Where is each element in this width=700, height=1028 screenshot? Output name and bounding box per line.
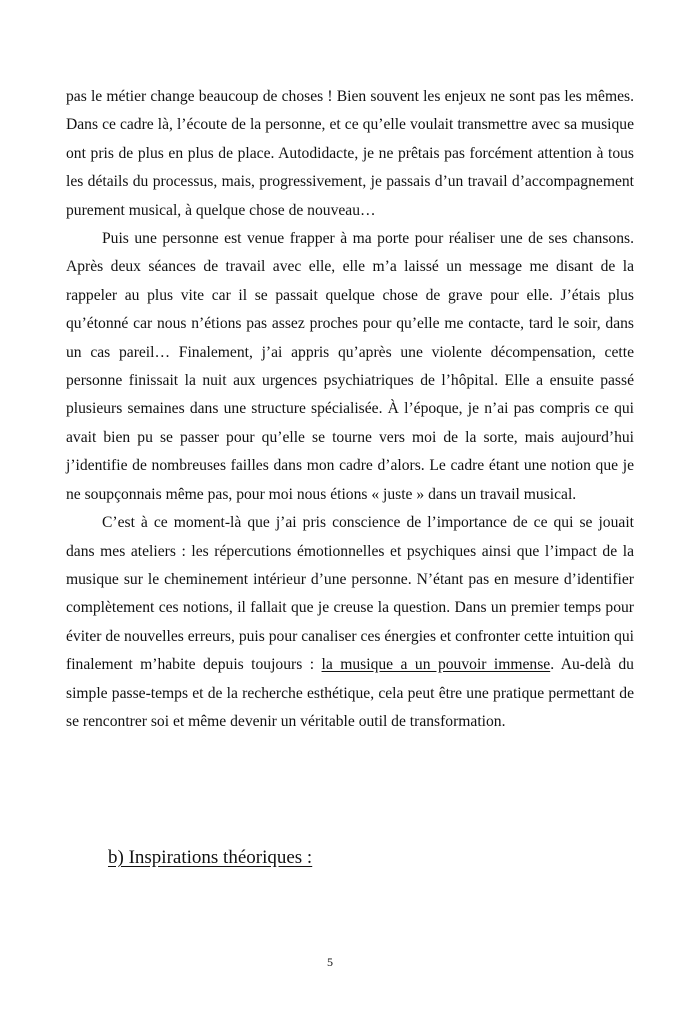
page-number: 5	[327, 955, 333, 969]
paragraph-2-text: Puis une personne est venue frapper à ma porte pour réaliser une de ses chansons. Après deux séances de travail avec elle, elle m’a laissé un message me disant de la rappeler au plus vite car il se passait quelque chose de grave pour elle. J’étais plus qu’étonné car nous n’étions pas assez proches pour qu’elle me contacte, tard le soir, dans un cas pareil… Finalement, j’ai appris qu’après une violente décompensation, cette personne finissait la nuit aux urgences psychiatriques de l’hôpital. Elle a ensuite passé plusieurs semaines dans une structure spécialisée. À l’époque, je n’ai pas compris ce qui avait bien pu se passer pour qu’elle se tourne vers moi de la sorte, mais aujourd’hui j’identifie de nombreuses failles dans mon cadre d’alors. Le cadre étant une notion que je ne soupçonnais même pas, pour moi nous étions « juste » dans un travail musical.	[66, 230, 634, 503]
body-text	[66, 83, 634, 736]
paragraph-3-text-start: C’est à ce moment-là que j’ai pris conscience de l’importance de ce qui se jouait dans mes ateliers : les répercutions émotionnelles et psychiques ainsi que l’impact de la musique sur le cheminement intérieur d’une personne. N’étant pas en mesure d’identifier complètement ces notions, il fallait que je creuse la question. Dans un premier temps pour éviter de nouvelles erreurs, puis pour canaliser ces énergies et confronter cette intuition qui finalement m’habite depuis toujours :	[66, 514, 634, 674]
paragraph-3-text-end: . Au-delà du simple passe-temps et de la recherche esthétique, cela peut être une pratique permettant de se rencontrer soi et même devenir un véritable outil de transformation.	[66, 656, 634, 730]
paragraph-2	[66, 225, 634, 509]
paragraph-1-text: pas le métier change beaucoup de choses ! Bien souvent les enjeux ne sont pas les mêmes. Dans ce cadre là, l’écoute de la personne, et ce qu’elle voulait transmettre avec sa musique ont pris de plus en plus de place. Autodidacte, je ne prêtais pas forcément attention à tous les détails du processus, mais, progressivement, je passais d’un travail d’accompagnement purement musical, à quelque chose de nouveau…	[66, 88, 634, 219]
paragraph-3	[66, 509, 634, 736]
paragraph-3-underlined-phrase: la musique a un pouvoir immense	[321, 656, 551, 674]
section-heading: b) Inspirations théoriques :	[108, 847, 313, 868]
paragraph-1	[66, 83, 634, 225]
